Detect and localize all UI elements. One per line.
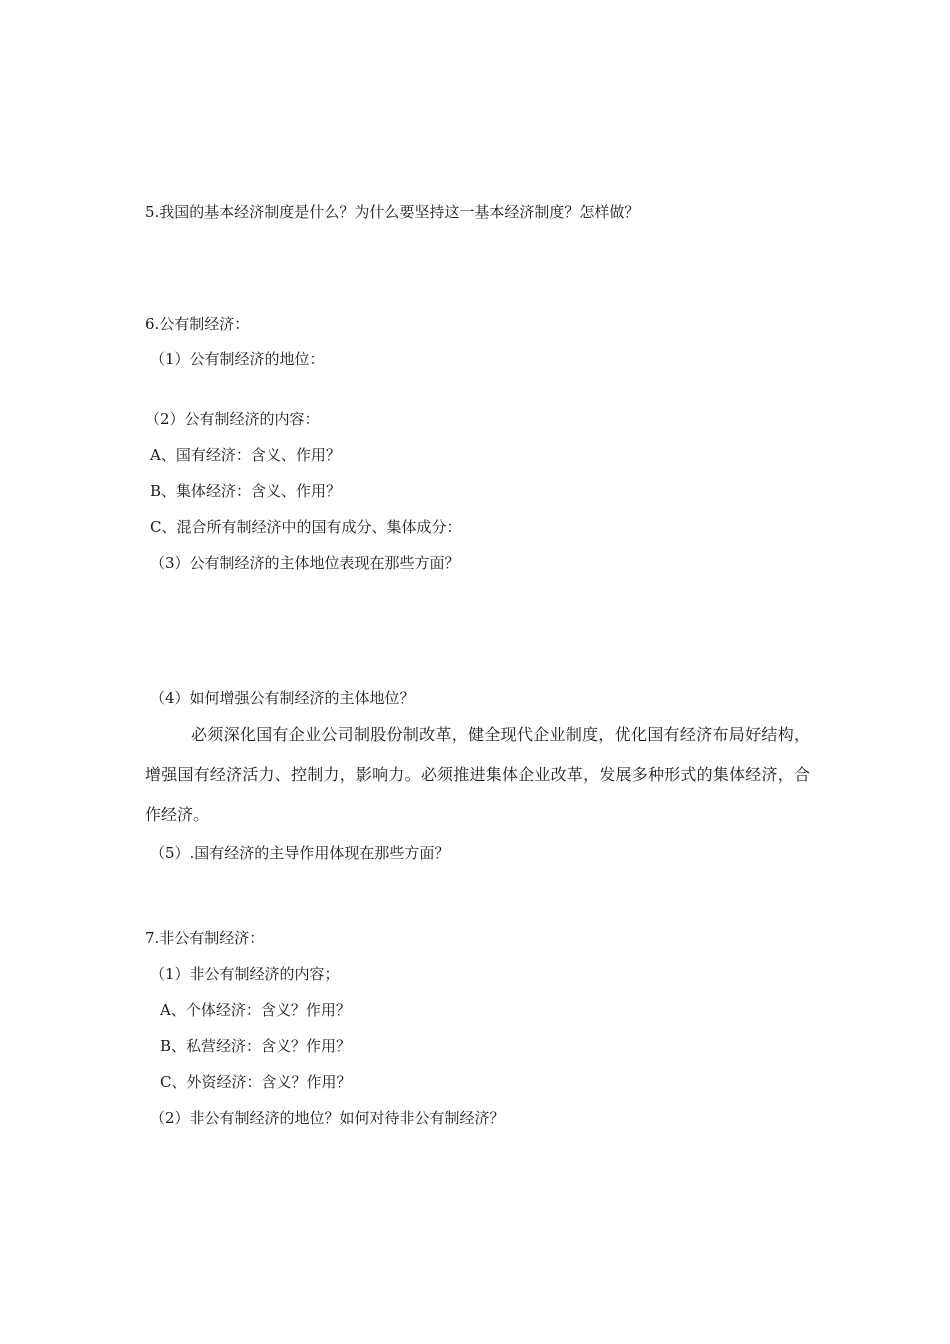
question-6-heading: 6.公有制经济：: [145, 315, 250, 333]
question-6-item-a: A、国有经济：含义、作用？: [150, 446, 341, 464]
question-6-item-2: （2）公有制经济的内容：: [145, 410, 320, 428]
question-6-item-c: C、混合所有制经济中的国有成分、集体成分：: [150, 518, 462, 536]
question-7-item-c: C、外资经济：含义？作用？: [160, 1073, 352, 1091]
question-7-item-b: B、私营经济：含义？作用？: [160, 1037, 352, 1055]
question-6-item-4: （4）如何增强公有制经济的主体地位？: [150, 689, 415, 707]
question-7-heading: 7.非公有制经济：: [145, 929, 265, 947]
question-7-item-a: A、个体经济：含义？作用？: [160, 1001, 351, 1019]
question-6-item-b: B、集体经济：含义、作用？: [150, 482, 342, 500]
question-7-item-1: （1）非公有制经济的内容；: [150, 965, 340, 983]
question-6-item-1: （1）公有制经济的地位：: [150, 350, 325, 368]
question-6-item-5: （5）.国有经济的主导作用体现在那些方面？: [150, 844, 450, 862]
question-6-item-3: （3）公有制经济的主体地位表现在那些方面？: [150, 554, 460, 572]
question-6-item-4-answer: 必须深化国有企业公司制股份制改革，健全现代企业制度，优化国有经济布局好结构，增强国有经济活力、控制力，影响力。必须推进集体企业改革，发展多种形式的集体经济，合作经济。: [145, 725, 810, 824]
question-5: 5.我国的基本经济制度是什么？为什么要坚持这一基本经济制度？怎样做？: [145, 203, 640, 221]
question-7-item-2: （2）非公有制经济的地位？如何对待非公有制经济？: [150, 1109, 505, 1127]
